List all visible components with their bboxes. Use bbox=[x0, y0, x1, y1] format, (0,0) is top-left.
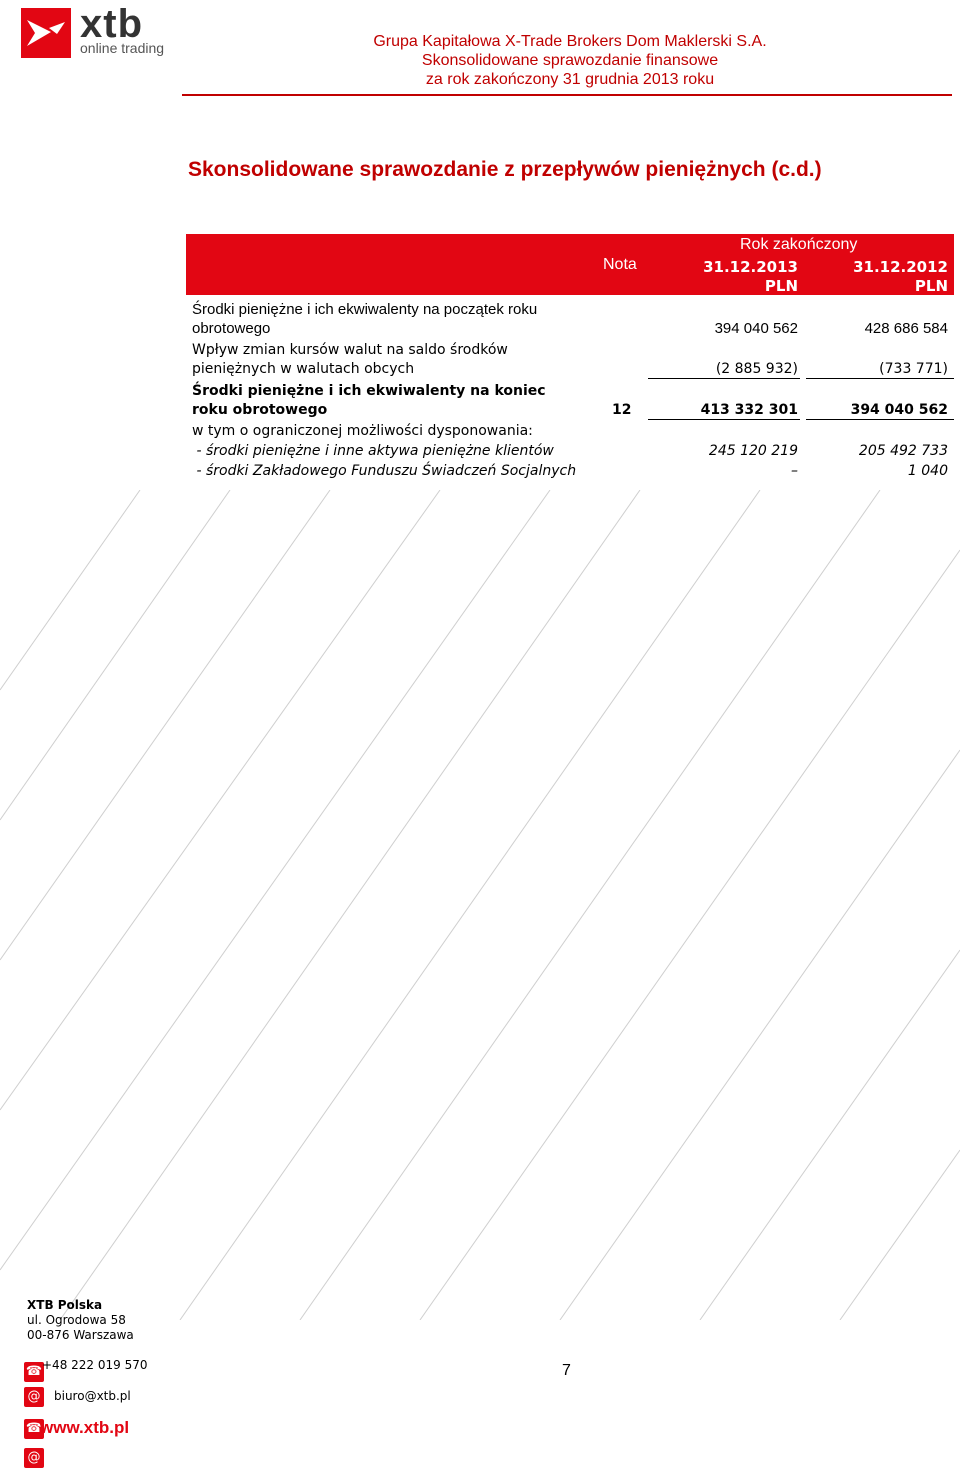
report-period: za rok zakończony 31 grudnia 2013 roku bbox=[425, 71, 715, 88]
row-social-fund-2013: – bbox=[791, 463, 798, 479]
footer-phone: +48 222 019 570 bbox=[42, 1358, 148, 1372]
col-2013-unit: PLN bbox=[764, 277, 798, 295]
report-name: Skonsolidowane sprawozdanie finansowe bbox=[421, 52, 719, 69]
header-rule bbox=[182, 94, 952, 96]
period-label: Rok zakończony bbox=[740, 236, 858, 253]
row-opening-label-1: Środki pieniężne i ich ekwiwalenty na początek roku bbox=[192, 301, 538, 318]
underline-closing-2013 bbox=[648, 419, 800, 420]
underline-2013 bbox=[648, 378, 800, 379]
xtb-logo-mark bbox=[21, 8, 71, 58]
row-client-cash-2013: 245 120 219 bbox=[708, 443, 798, 459]
row-fx-label-2: pieniężnych w walutach obcych bbox=[192, 361, 415, 377]
company-name: Grupa Kapitałowa X-Trade Brokers Dom Maklerski S.A. bbox=[373, 33, 767, 50]
nota-header: Nota bbox=[603, 256, 637, 273]
row-closing-2013: 413 332 301 bbox=[700, 402, 798, 418]
at-icon-2: @ bbox=[24, 1448, 44, 1468]
at-icon: @ bbox=[24, 1387, 44, 1407]
footer-web[interactable]: www.xtb.pl bbox=[40, 1418, 130, 1437]
row-opening-label-2: obrotowego bbox=[192, 320, 271, 337]
footer-email[interactable]: biuro@xtb.pl bbox=[54, 1389, 131, 1403]
watermark-lines bbox=[0, 490, 960, 1320]
row-fx-2013: (2 885 932) bbox=[715, 361, 798, 377]
logo-wordmark: xtb bbox=[80, 2, 143, 46]
col-2012-unit: PLN bbox=[914, 277, 948, 295]
row-closing-label-1: Środki pieniężne i ich ekwiwalenty na koniec bbox=[192, 383, 546, 399]
row-fx-label-1: Wpływ zmian kursów walut na saldo środków bbox=[192, 342, 508, 358]
row-closing-2012: 394 040 562 bbox=[850, 402, 948, 418]
row-client-cash-2012: 205 492 733 bbox=[858, 443, 948, 459]
page-title: Skonsolidowane sprawozdanie z przepływów pieniężnych (c.d.) bbox=[188, 158, 822, 181]
col-2012-date: 31.12.2012 bbox=[853, 258, 948, 276]
underline-2012 bbox=[806, 378, 954, 379]
page-number: 7 bbox=[562, 1362, 571, 1379]
footer-city: 00-876 Warszawa bbox=[27, 1328, 134, 1342]
row-closing-label-2: roku obrotowego bbox=[192, 402, 328, 418]
row-closing-nota: 12 bbox=[612, 402, 632, 418]
row-client-cash-label: - środki pieniężne i inne aktywa pieniężne klientów bbox=[192, 443, 554, 459]
web-icon: ☎ bbox=[24, 1419, 44, 1439]
footer-company: XTB Polska bbox=[27, 1298, 103, 1312]
row-fx-2012: (733 771) bbox=[879, 361, 948, 377]
row-social-fund-2012: 1 040 bbox=[907, 463, 948, 479]
phone-icon: ☎ bbox=[24, 1362, 44, 1382]
row-opening-2013: 394 040 562 bbox=[714, 320, 798, 337]
row-opening-2012: 428 686 584 bbox=[864, 320, 948, 337]
logo-tagline: online trading bbox=[80, 40, 165, 56]
footer-street: ul. Ogrodowa 58 bbox=[27, 1313, 126, 1327]
row-restricted-label: w tym o ograniczonej możliwości dysponowania: bbox=[192, 423, 533, 439]
row-social-fund-label: - środki Zakładowego Funduszu Świadczeń Socjalnych bbox=[192, 463, 577, 479]
underline-closing-2012 bbox=[806, 419, 954, 420]
col-2013-date: 31.12.2013 bbox=[703, 258, 798, 276]
